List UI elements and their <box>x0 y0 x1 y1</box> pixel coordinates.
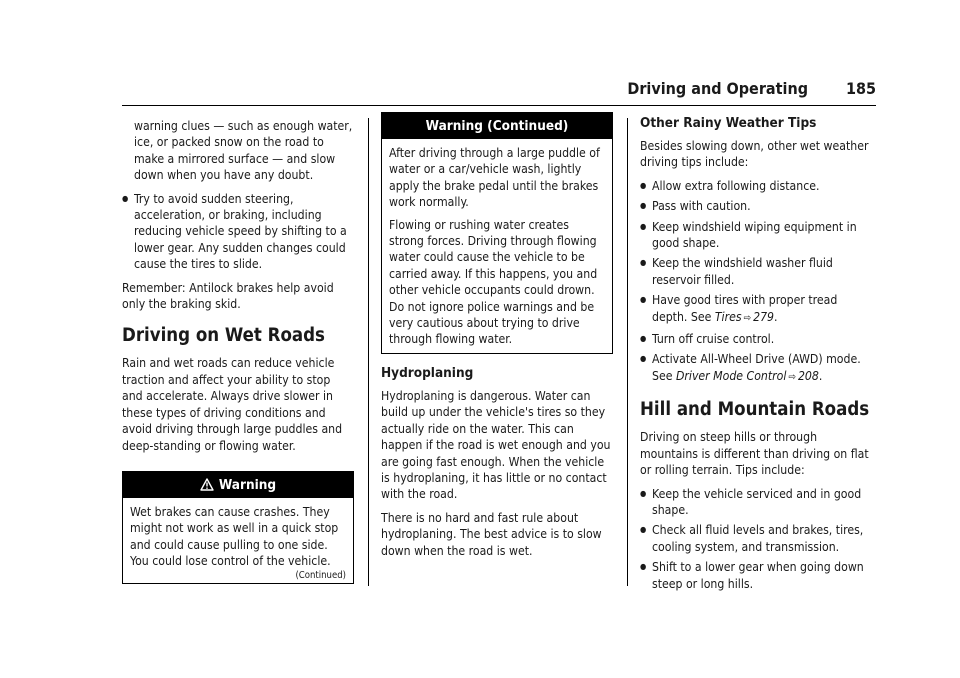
warning-triangle-icon <box>200 474 214 500</box>
bullet-list <box>122 191 354 273</box>
section-heading: Driving on Wet Roads <box>122 325 325 347</box>
paragraph: Besides slowing down, other wet weather driving tips include: <box>640 139 869 170</box>
warning-text: After driving through a large puddle of water or a car/vehicle wash, lightly apply the brake pedal until the brakes work normally. <box>389 146 600 210</box>
list-item-text: Have good tires with proper tread depth. See <box>652 293 838 324</box>
page-number: 185 <box>845 79 876 98</box>
page-reference[interactable]: 279 <box>753 309 775 324</box>
warning-box-header: Warning (Continued) <box>382 113 612 139</box>
page-ref-arrow-icon: ⇨ <box>743 312 752 324</box>
bullet-list <box>640 178 876 386</box>
running-header-title: Driving and Operating <box>627 79 808 98</box>
column-divider <box>627 118 628 586</box>
list-item: ● Check all fluid levels and brakes, tires, cooling system, and transmission. <box>640 522 876 555</box>
cross-reference-link[interactable]: Tires <box>714 309 742 324</box>
warning-box <box>122 471 354 584</box>
warning-text: Flowing or rushing water creates strong forces. Driving through flowing water could cause the vehicle to be carried away. If this happens, you and other vehicle occupants could drown. Do not ignore police warnings and be very cautious about trying to drive through flowing water. <box>389 217 598 347</box>
paragraph: Rain and wet roads can reduce vehicle traction and affect your ability to stop and accelerate. Always drive slower in these types of driving conditions and avoid driving through large puddles and deep-standing or flowing water. <box>122 356 343 453</box>
list-item: ● Pass with caution. <box>640 198 876 214</box>
column-2 <box>381 118 613 566</box>
column-1 <box>122 118 354 584</box>
paragraph: Remember: Antilock brakes help avoid only the braking skid. <box>122 280 334 312</box>
page-reference[interactable]: 208 <box>797 368 819 383</box>
warning-text: Wet brakes can cause crashes. They might not work as well in a quick stop and could cause pulling to one side. You could lose control of the vehicle. <box>130 504 339 569</box>
warning-title: Warning <box>218 476 277 493</box>
column-divider <box>368 118 369 586</box>
list-item: ● Turn off cruise control. <box>640 331 876 347</box>
paragraph: Driving on steep hills or through mountains is different than driving on flat or rolling terrain. Tips include: <box>640 430 869 478</box>
warning-box-body <box>382 139 612 353</box>
warning-box-body <box>123 498 353 583</box>
column-3 <box>640 115 876 599</box>
section-heading: Hill and Mountain Roads <box>640 399 870 421</box>
list-item: ● Keep windshield wiping equipment in good shape. <box>640 219 876 252</box>
list-item: ● Keep the windshield washer fluid reservoir filled. <box>640 255 876 288</box>
list-item <box>640 292 876 327</box>
warning-box-header <box>123 472 353 498</box>
list-item: ● Keep the vehicle serviced and in good shape. <box>640 486 876 519</box>
subsection-heading: Hydroplaning <box>381 364 474 381</box>
continued-bullet-text: warning clues — such as enough water, ice, or packed snow on the road to make a mirrored surface — and slow down when you have any doubt. <box>134 119 353 183</box>
cross-reference-link[interactable]: Driver Mode Control <box>675 368 787 383</box>
list-item: ● Try to avoid sudden steering, acceleration, or braking, including reducing vehicle speed by shifting to a lower gear. Any sudden changes could cause the tires to slide. <box>122 191 354 273</box>
punctuation: . <box>818 368 823 383</box>
list-item: ● Allow extra following distance. <box>640 178 876 194</box>
continued-label: (Continued) <box>295 569 346 581</box>
page-ref-arrow-icon: ⇨ <box>788 371 796 383</box>
paragraph: There is no hard and fast rule about hydroplaning. The best advice is to slow down when the road is wet. <box>381 510 602 558</box>
paragraph: Hydroplaning is dangerous. Water can build up under the vehicle's tires so they actually ride on the water. This can happen if the road is wet enough and you are going fast enough. When the vehicle is hydroplaning, it has little or no contact with the road. <box>381 388 611 502</box>
list-item <box>640 351 876 386</box>
list-item: ● Shift to a lower gear when going down steep or long hills. <box>640 559 876 592</box>
header-rule <box>122 105 876 106</box>
list-item-text: Activate All-Wheel Drive (AWD) mode. See <box>652 352 861 383</box>
bullet-list <box>640 486 876 592</box>
warning-box-continued <box>381 112 613 354</box>
punctuation: . <box>774 309 778 324</box>
subsection-heading: Other Rainy Weather Tips <box>640 115 817 131</box>
